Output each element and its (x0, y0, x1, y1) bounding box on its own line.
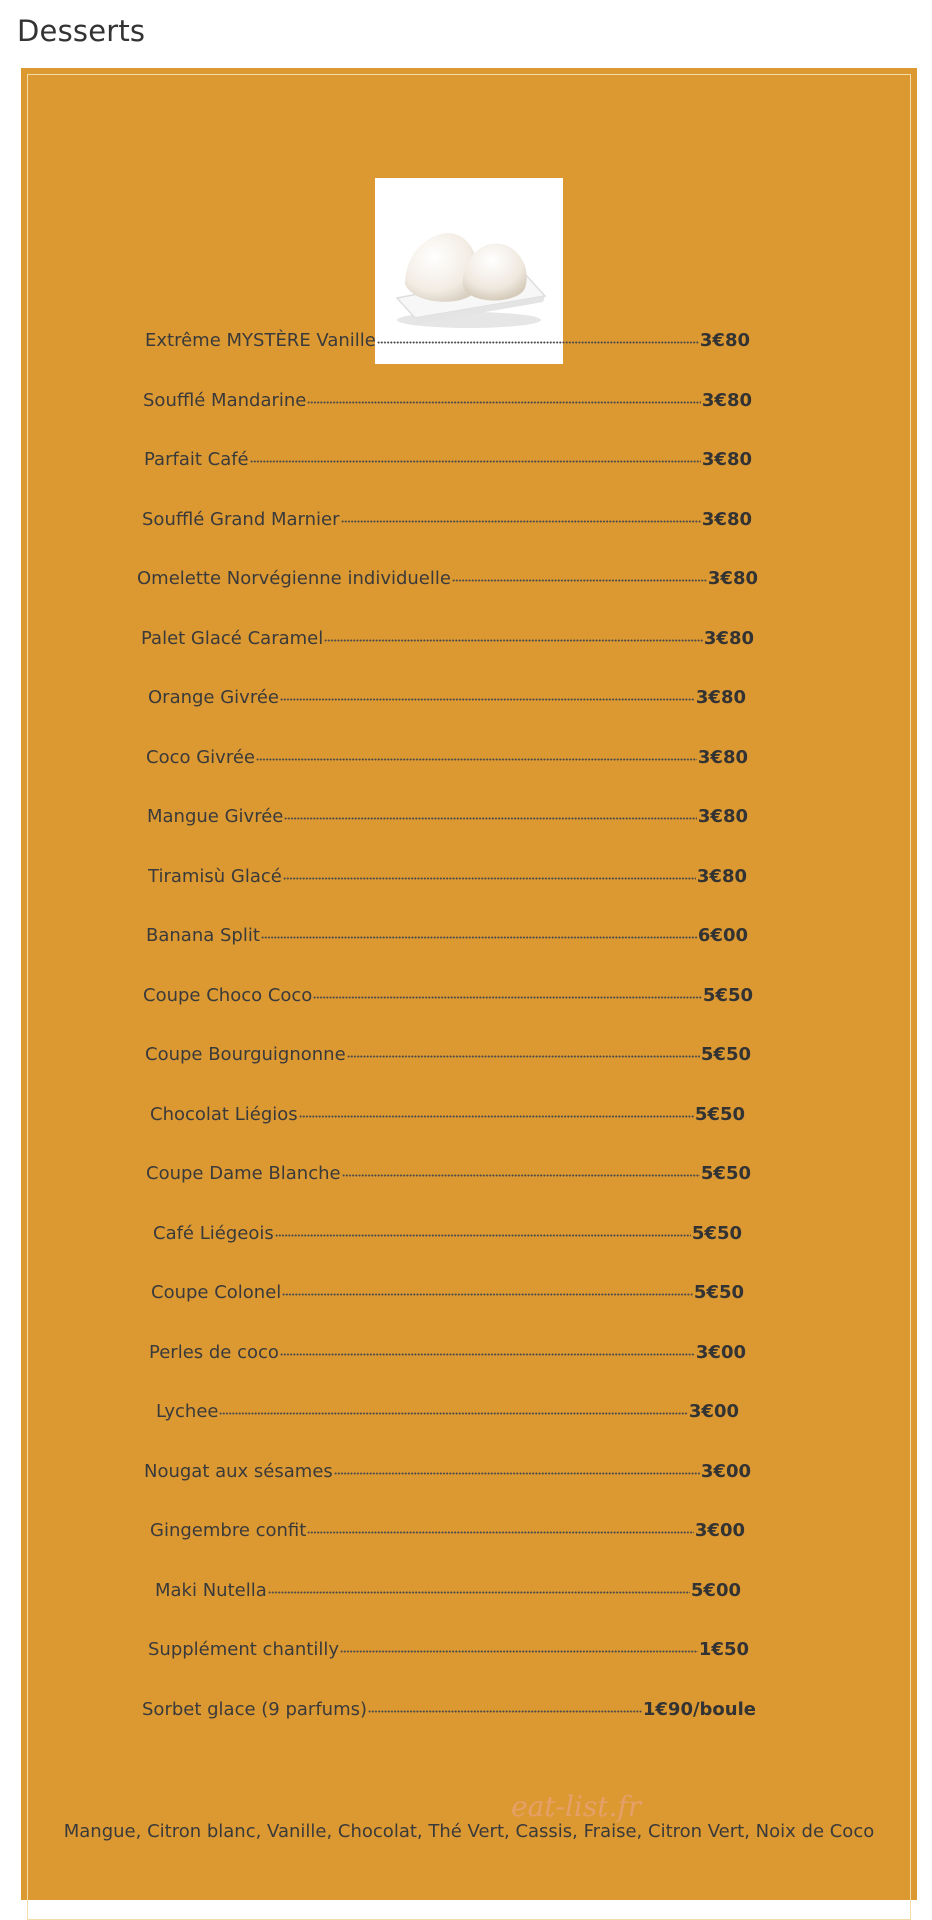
menu-item-name: Coco Givrée (146, 747, 255, 768)
menu-item (146, 921, 748, 948)
menu-item-name: Palet Glacé Caramel (141, 628, 324, 649)
dot-leader (268, 1576, 690, 1596)
sorbet-flavors-note: Mangue, Citron blanc, Vanille, Chocolat, Thé Vert, Cassis, Fraise, Citron Vert, Noix de Coco (63, 1821, 875, 1842)
menu-item-name: Coupe Dame Blanche (146, 1163, 341, 1184)
menu-item (148, 862, 747, 889)
menu-item-price: 3€80 (701, 390, 752, 411)
page-title: Desserts (17, 14, 146, 48)
dot-leader (307, 1516, 694, 1536)
menu-item-name: Coupe Colonel (151, 1282, 282, 1303)
menu-item-price: 5€50 (694, 1104, 745, 1125)
menu-item-price: 3€00 (700, 1461, 751, 1482)
dot-leader (342, 1159, 700, 1179)
dot-leader (324, 624, 703, 644)
menu-item (141, 624, 754, 651)
menu-item-name: Tiramisù Glacé (148, 866, 282, 887)
dot-leader (313, 981, 702, 1001)
menu-item-price: 6€00 (697, 925, 748, 946)
menu-item-name: Soufflé Grand Marnier (142, 509, 340, 530)
menu-item-name: Banana Split (146, 925, 260, 946)
menu-item (150, 1516, 745, 1543)
menu-item-price: 5€50 (700, 1044, 751, 1065)
menu-item-name: Orange Givrée (148, 687, 279, 708)
menu-item-name: Coupe Choco Coco (143, 985, 313, 1006)
menu-item (143, 981, 753, 1008)
dot-leader (261, 921, 697, 941)
menu-item (156, 1397, 739, 1424)
dessert-menu-list (21, 68, 917, 1900)
dot-leader (219, 1397, 687, 1417)
menu-item-price: 5€00 (690, 1580, 741, 1601)
menu-item-price: 3€80 (703, 628, 754, 649)
menu-item-name: Coupe Bourguignonne (145, 1044, 346, 1065)
menu-item-price: 3€80 (707, 568, 758, 589)
menu-item-name: Mangue Givrée (147, 806, 284, 827)
dot-leader (452, 564, 707, 584)
menu-item-name: Supplément chantilly (148, 1639, 340, 1660)
menu-item (155, 1576, 741, 1603)
dot-leader (280, 683, 695, 703)
dessert-menu-card (21, 68, 917, 1900)
menu-item-name: Perles de coco (149, 1342, 279, 1363)
menu-item (149, 1338, 746, 1365)
menu-item-price: 3€80 (697, 747, 748, 768)
menu-item-price: 1€90/boule (642, 1699, 756, 1720)
menu-item-name: Café Liégeois (153, 1223, 274, 1244)
menu-item (146, 743, 748, 770)
dot-leader (275, 1219, 691, 1239)
menu-item-name: Soufflé Mandarine (143, 390, 307, 411)
menu-item-price: 3€00 (694, 1520, 745, 1541)
menu-item-price: 3€80 (699, 330, 750, 351)
dot-leader (284, 802, 697, 822)
menu-item (142, 1695, 756, 1722)
menu-item (153, 1219, 742, 1246)
menu-item-price: 3€00 (695, 1342, 746, 1363)
menu-item-price: 5€50 (700, 1163, 751, 1184)
menu-item-price: 3€00 (688, 1401, 739, 1422)
menu-item-price: 5€50 (691, 1223, 742, 1244)
menu-item (145, 326, 750, 353)
menu-item (144, 445, 752, 472)
dot-leader (280, 1338, 695, 1358)
menu-item-price: 5€50 (693, 1282, 744, 1303)
menu-item-name: Sorbet glace (9 parfums) (142, 1699, 367, 1720)
dot-leader (340, 1635, 698, 1655)
menu-item (137, 564, 758, 591)
menu-item-price: 3€80 (695, 687, 746, 708)
dot-leader (250, 445, 701, 465)
dot-leader (377, 326, 699, 346)
dot-leader (307, 386, 701, 406)
menu-item-price: 5€50 (702, 985, 753, 1006)
dot-leader (368, 1695, 642, 1715)
menu-item-price: 3€80 (697, 806, 748, 827)
menu-item (146, 1159, 751, 1186)
menu-item (148, 683, 746, 710)
menu-item-name: Chocolat Liégios (150, 1104, 298, 1125)
menu-item (151, 1278, 744, 1305)
dot-leader (256, 743, 697, 763)
menu-item (145, 1040, 751, 1067)
watermark: eat-list.fr (511, 1790, 642, 1823)
menu-item-name: Parfait Café (144, 449, 249, 470)
dot-leader (334, 1457, 700, 1477)
dot-leader (347, 1040, 700, 1060)
menu-item-name: Lychee (156, 1401, 219, 1422)
menu-item (147, 802, 748, 829)
menu-item (143, 386, 752, 413)
menu-item-name: Maki Nutella (155, 1580, 267, 1601)
dot-leader (283, 862, 696, 882)
dot-leader (282, 1278, 693, 1298)
menu-item (148, 1635, 749, 1662)
dot-leader (299, 1100, 694, 1120)
menu-item-name: Omelette Norvégienne individuelle (137, 568, 451, 589)
menu-item-price: 3€80 (701, 509, 752, 530)
menu-item (144, 1457, 751, 1484)
menu-item-price: 3€80 (701, 449, 752, 470)
menu-item-name: Gingembre confit (150, 1520, 307, 1541)
menu-item (150, 1100, 745, 1127)
menu-item (142, 505, 752, 532)
menu-item-price: 1€50 (698, 1639, 749, 1660)
menu-item-price: 3€80 (696, 866, 747, 887)
menu-item-name: Nougat aux sésames (144, 1461, 333, 1482)
menu-item-name: Extrême MYSTÈRE Vanille (145, 330, 376, 351)
dot-leader (341, 505, 701, 525)
